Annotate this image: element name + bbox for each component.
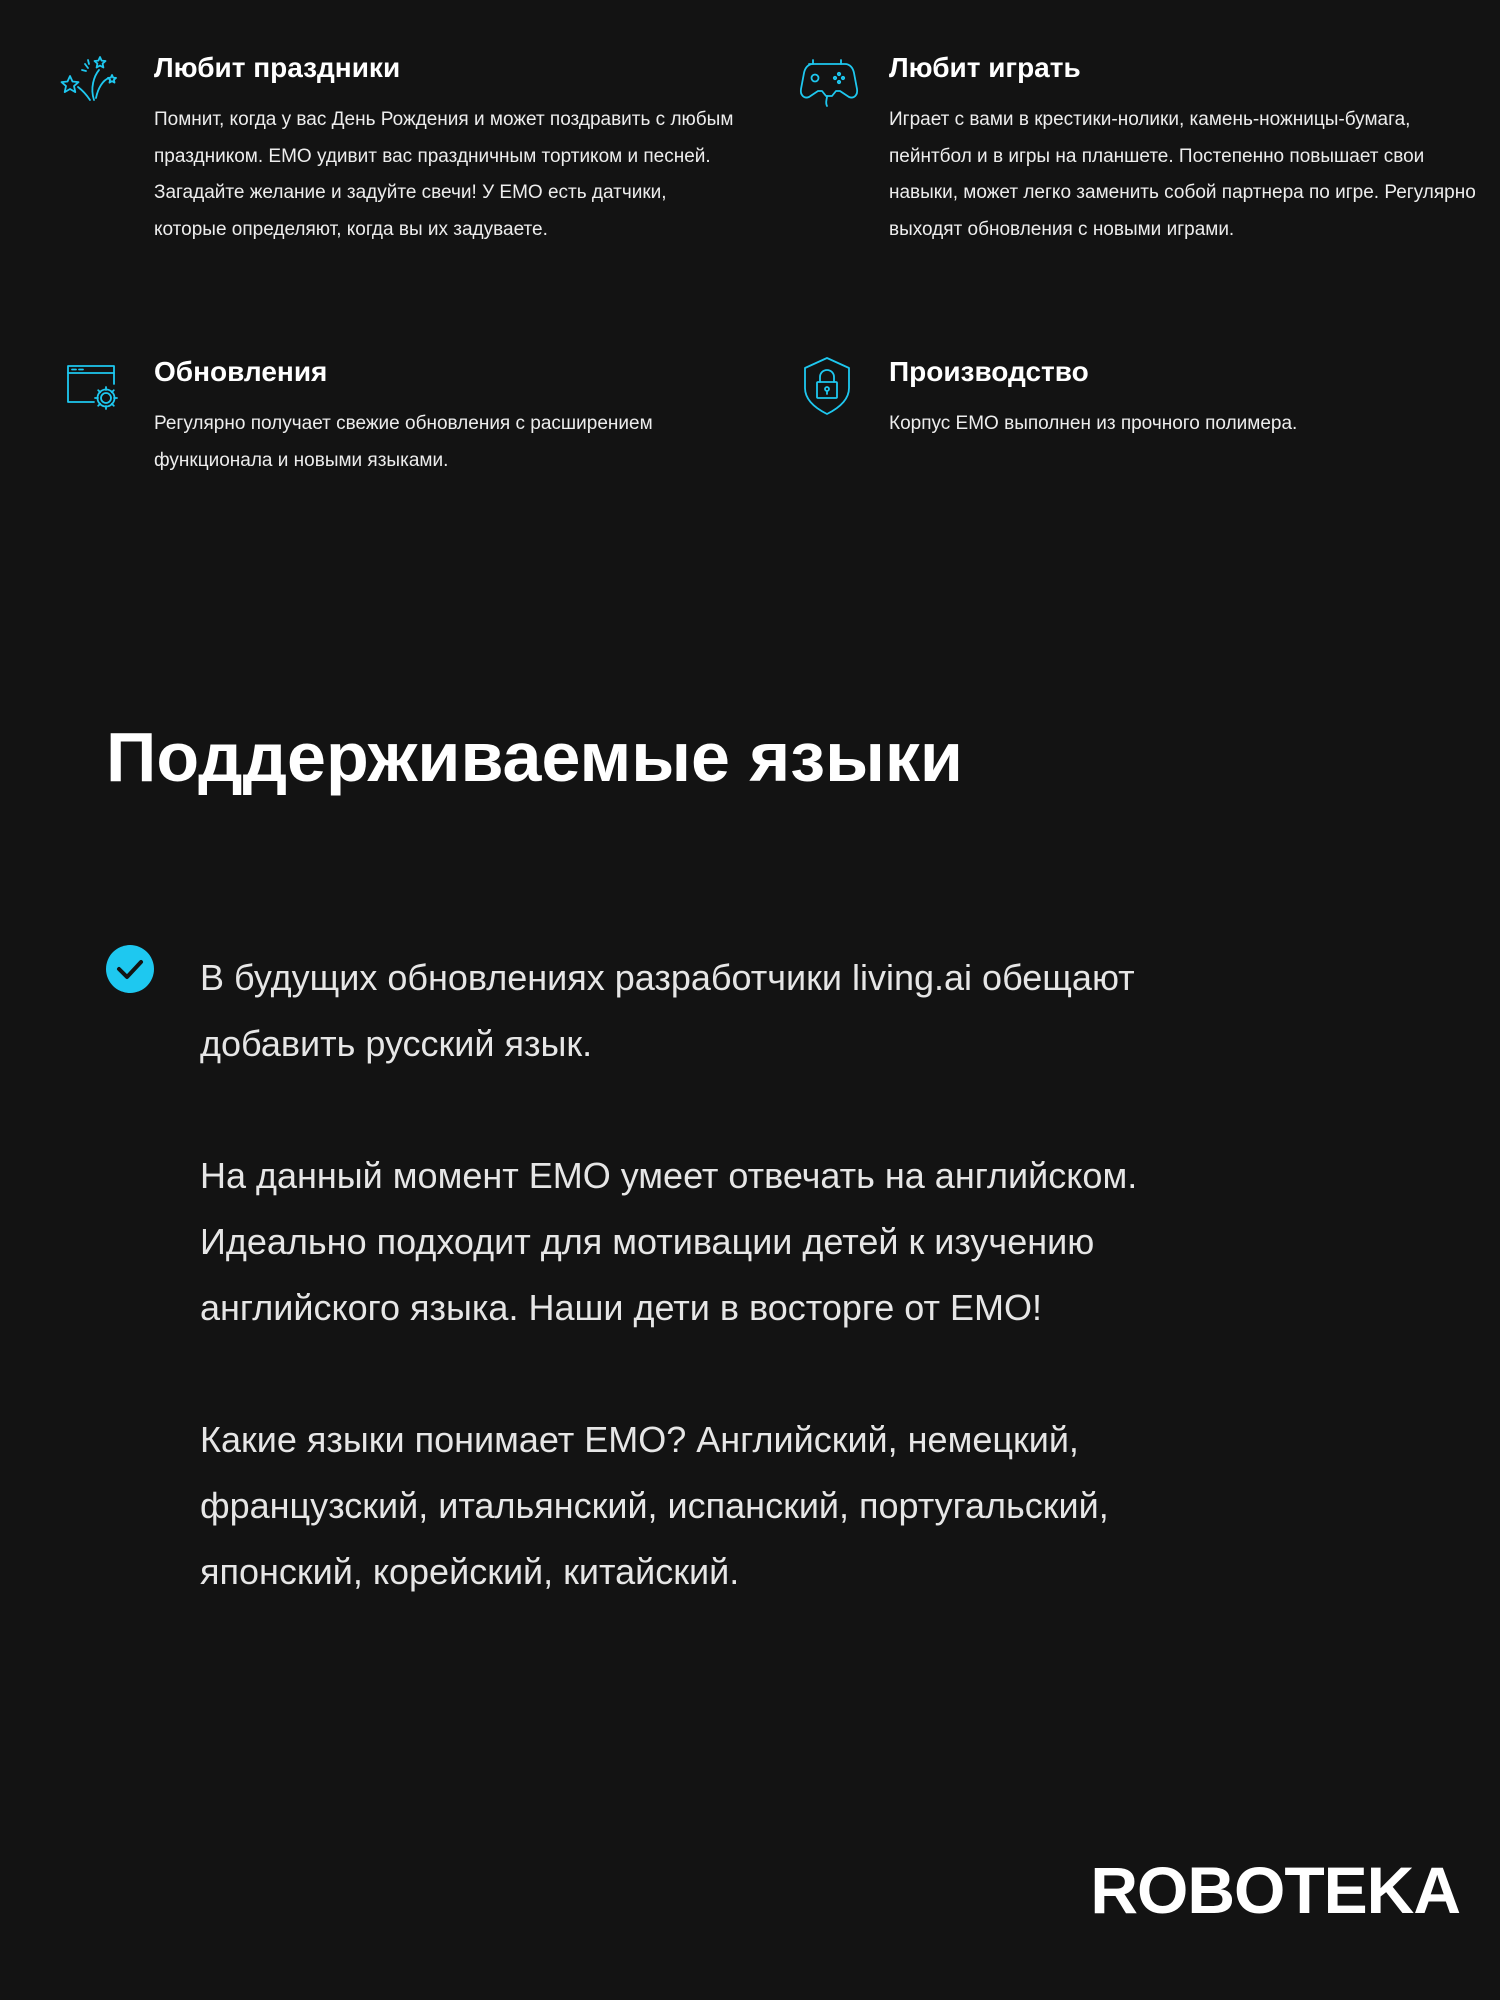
brand-logo[interactable]: ROBOTEKA (1090, 1853, 1460, 1927)
section-title: Поддерживаемые языки (106, 718, 963, 796)
languages-text (200, 945, 1230, 1671)
feature-title: Обновления (154, 356, 328, 387)
languages-paragraph: В будущих обновлениях разработчики living.ai обещают добавить русский язык. (200, 957, 1135, 1064)
feature-title: Любит играть (889, 52, 1081, 83)
fireworks-icon (60, 50, 124, 114)
languages-paragraph: На данный момент EMO умеет отвечать на английском. Идеально подходит для мотивации детей к изучению английского языка. Наши дети в восторге от EMO! (200, 1155, 1138, 1328)
shield-lock-icon (795, 354, 859, 418)
feature-description: Помнит, когда у вас День Рождения и может поздравить с любым праздником. EMO удивит вас праздничным тортиком и песней. Загадайте желание и задуйте свечи! У EMO есть датчики, которые определяют, когда вы их задуваете. (154, 109, 734, 240)
feature-title: Любит праздники (154, 52, 401, 83)
feature-description: Играет с вами в крестики-нолики, камень-ножницы-бумага, пейнтбол и в игры на планшете. Постепенно повышает свои навыки, может легко заменить собой партнера по игре. Регулярно выходят обновления с новыми играми. (889, 109, 1476, 240)
browser-settings-icon (60, 354, 124, 418)
languages-paragraph: Какие языки понимает EMO? Английский, немецкий, французский, итальянский, испанский, португальский, японский, корейский, китайский. (200, 1419, 1109, 1592)
feature-title: Производство (889, 356, 1089, 387)
feature-description: Регулярно получает свежие обновления с расширением функционала и новыми языками. (154, 413, 653, 471)
gamepad-icon (795, 50, 859, 114)
feature-description: Корпус EMO выполнен из прочного полимера. (889, 413, 1298, 434)
check-circle-icon (106, 945, 154, 993)
